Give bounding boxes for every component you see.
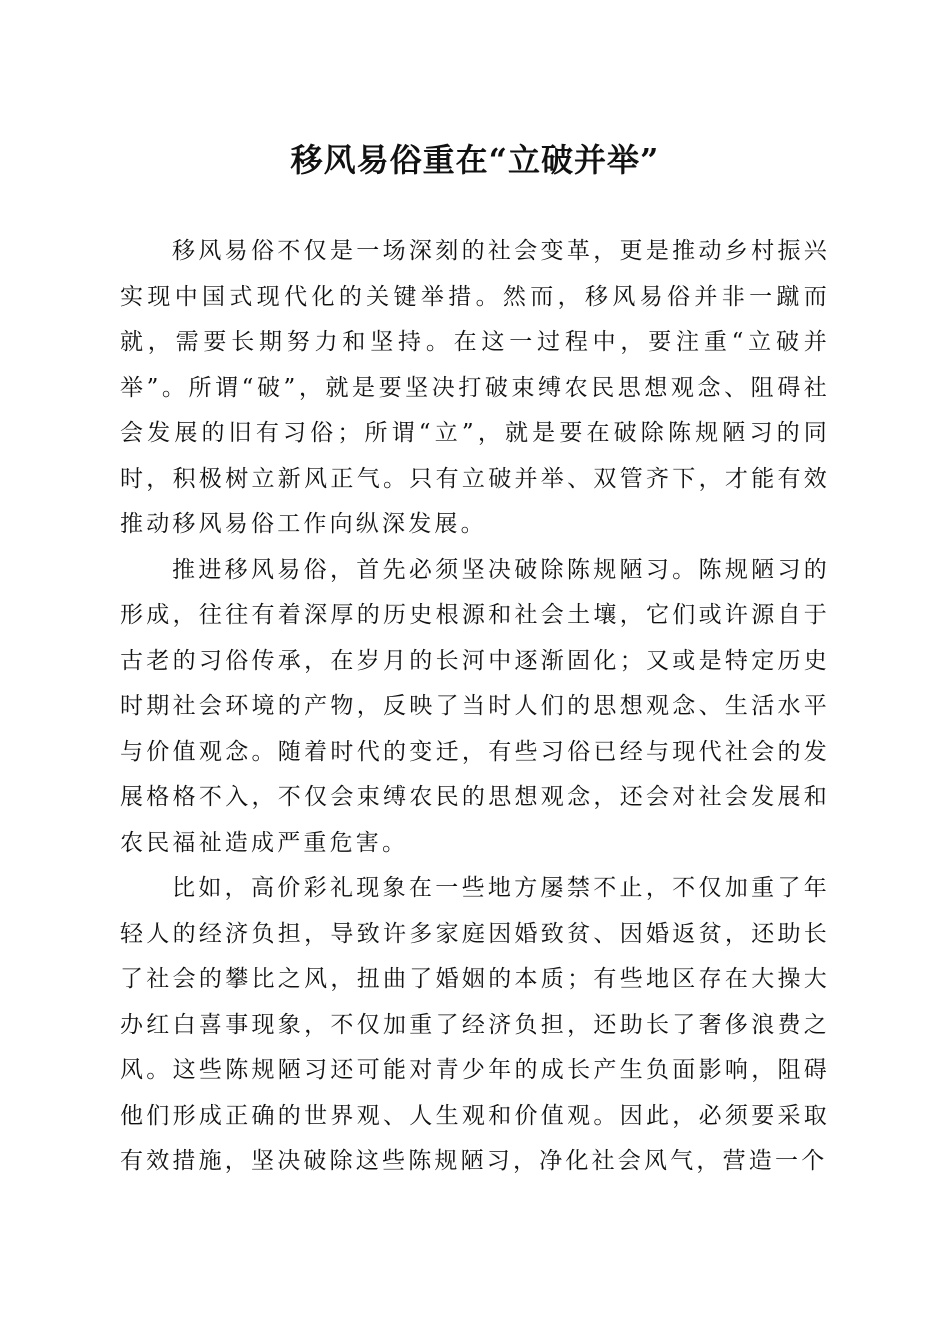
paragraph-3: 比如，高价彩礼现象在一些地方屡禁不止，不仅加重了年轻人的经济负担，导致许多家庭因婚致贫、因婚返贫，还助长了社会的攀比之风，扭曲了婚姻的本质；有些地区存在大操大办红白喜事现象，不仅加重了经济负担，还助长了奢侈浪费之风。这些陈规陋习还可能对青少年的成长产生负面影响，阻碍他们形成正确的世界观、人生观和价值观。因此，必须要采取有效措施，坚决破除这些陈规陋习，净化社会风气，营造一个	[120, 875, 830, 1174]
paragraph-2: 推进移风易俗，首先必须坚决破除陈规陋习。陈规陋习的形成，往往有着深厚的历史根源和社会土壤，它们或许源自于古老的习俗传承，在岁月的长河中逐渐固化；又或是特定历史时期社会环境的产物，反映了当时人们的思想观念、生活水平与价值观念。随着时代的变迁，有些习俗已经与现代社会的发展格格不入，不仅会束缚农民的思想观念，还会对社会发展和农民福祉造成严重危害。	[120, 556, 830, 856]
document-body	[120, 229, 830, 1185]
paragraph-1: 移风易俗不仅是一场深刻的社会变革，更是推动乡村振兴实现中国式现代化的关键举措。然而，移风易俗并非一蹴而就，需要长期努力和坚持。在这一过程中，要注重“立破并举”。所谓“破”，就是要坚决打破束缚农民思想观念、阻碍社会发展的旧有习俗；所谓“立”，就是要在破除陈规陋习的同时，积极树立新风正气。只有立破并举、双管齐下，才能有效推动移风易俗工作向纵深发展。	[120, 238, 830, 537]
document-title: 移风易俗重在“立破并举”	[290, 141, 660, 179]
